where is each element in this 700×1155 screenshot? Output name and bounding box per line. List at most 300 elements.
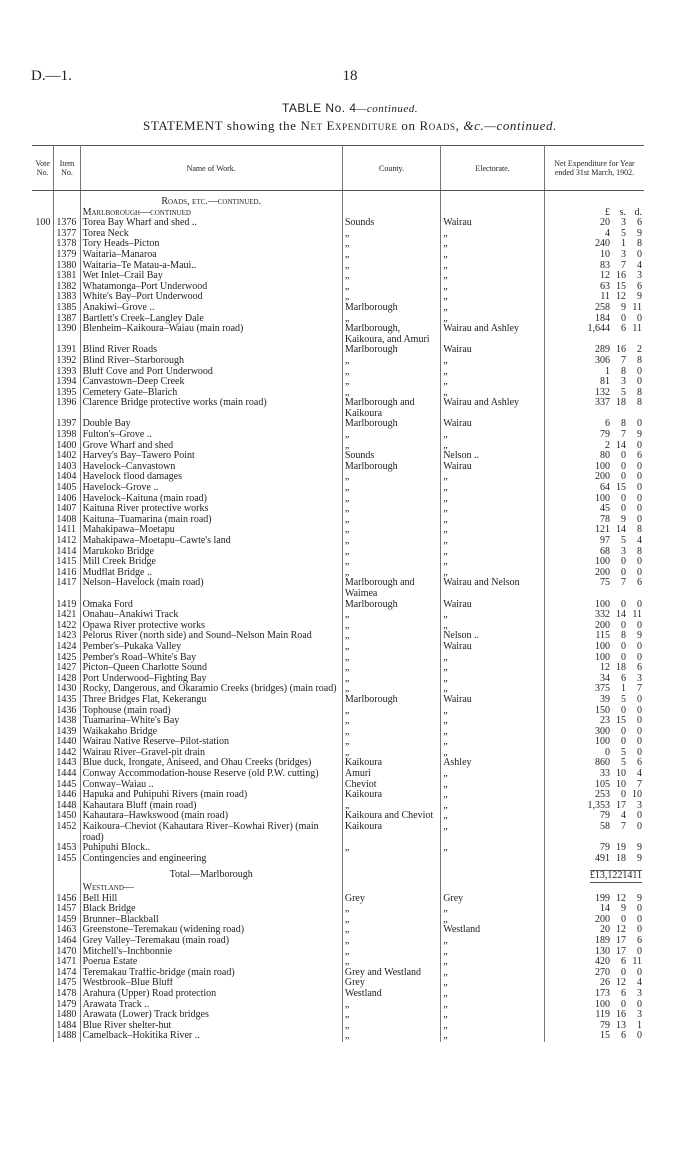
amount-shillings: 17 — [616, 935, 626, 946]
electorate-cell: „ — [441, 780, 545, 791]
work-name: Pelorus River (north side) and Sound–Nelson Main Road — [80, 631, 342, 642]
amount-shillings: 0 — [621, 914, 626, 925]
amount-cell — [545, 451, 645, 462]
table-row — [32, 345, 644, 356]
table-row — [32, 303, 644, 314]
electorate-cell: Wairau — [441, 462, 545, 473]
empty-cell — [441, 870, 545, 883]
vote-cell — [32, 631, 54, 642]
amount-shillings: 8 — [621, 366, 626, 377]
amount-pence: 0 — [637, 249, 642, 260]
vote-cell — [32, 1031, 54, 1042]
amount-pence: 0 — [637, 567, 642, 578]
electorate-cell: Wairau — [441, 600, 545, 611]
amount-pence: 0 — [637, 461, 642, 472]
amount-pounds: 78 — [600, 514, 610, 525]
table-row — [32, 780, 644, 791]
amount-pence: 0 — [637, 925, 642, 936]
amount-shillings: 3 — [621, 546, 626, 557]
county-cell: „ — [342, 748, 440, 759]
amount-grid — [576, 621, 642, 632]
amount-pounds: 80 — [600, 451, 610, 462]
amount-cell — [545, 525, 645, 536]
empty-cell — [545, 197, 645, 208]
work-name: Kahautara Bluff (main road) — [80, 801, 342, 812]
amount-pounds: 105 — [595, 779, 610, 790]
amount-cell — [545, 653, 645, 664]
amount-cell — [545, 989, 645, 1000]
vote-cell — [32, 419, 54, 430]
amount-cell — [545, 239, 645, 250]
amount-pence: 7 — [637, 684, 642, 695]
empty-cell — [32, 208, 54, 219]
amount-shillings: 0 — [621, 472, 626, 483]
item-number: 1423 — [54, 631, 80, 642]
county-cell: „ — [342, 271, 440, 282]
amount-cell — [545, 208, 645, 219]
table-row — [32, 1021, 644, 1032]
vote-cell — [32, 695, 54, 706]
amount-cell — [545, 663, 645, 674]
amount-shillings: 6 — [621, 988, 626, 999]
empty-cell — [54, 197, 80, 208]
county-cell: „ — [342, 430, 440, 441]
amount-pence: 11 — [632, 324, 642, 335]
item-number: 1395 — [54, 388, 80, 399]
electorate-cell: Ashley — [441, 758, 545, 769]
work-name: Harvey's Bay–Tawero Point — [80, 451, 342, 462]
amount-cell — [545, 419, 645, 430]
amount-pounds: 115 — [595, 631, 610, 642]
work-name: Waikakaho Bridge — [80, 727, 342, 738]
table-row — [32, 790, 644, 801]
electorate-cell: „ — [441, 915, 545, 926]
vote-cell — [32, 758, 54, 769]
col-net-expenditure: Net Expenditure for Year ended 31st March, 1902. — [545, 146, 645, 191]
county-cell: „ — [342, 239, 440, 250]
item-number: 1403 — [54, 462, 80, 473]
electorate-cell: „ — [441, 904, 545, 915]
electorate-cell: „ — [441, 292, 545, 303]
county-cell: „ — [342, 536, 440, 547]
item-number: 1425 — [54, 653, 80, 664]
vote-cell — [32, 716, 54, 727]
amount-shillings: 6 — [621, 673, 626, 684]
amount-pounds: 79 — [600, 430, 610, 441]
work-name: Arawata Track .. — [80, 1000, 342, 1011]
county-cell: Marlborough, Kaikoura, and Amuri — [342, 324, 440, 345]
amount-grid — [576, 674, 642, 685]
amount-pounds: 63 — [600, 281, 610, 292]
amount-cell — [545, 441, 645, 452]
amount-cell — [545, 324, 645, 345]
electorate-cell: „ — [441, 441, 545, 452]
amount-pounds: 34 — [600, 673, 610, 684]
amount-grid — [576, 915, 642, 926]
amount-pounds: 289 — [595, 345, 610, 356]
amount-shillings: 0 — [621, 641, 626, 652]
amount-shillings: 0 — [621, 461, 626, 472]
vote-cell — [32, 780, 54, 791]
work-name: Tuamarina–White's Bay — [80, 716, 342, 727]
amount-cell — [545, 947, 645, 958]
vote-cell — [32, 367, 54, 378]
electorate-cell: „ — [441, 1010, 545, 1021]
work-name: Black Bridge — [80, 904, 342, 915]
amount-pounds: 375 — [595, 684, 610, 695]
amount-cell — [545, 801, 645, 812]
work-name: Blue duck, Irongate, Aniseed, and Ohau Creeks (bridges) — [80, 758, 342, 769]
table-row — [32, 1000, 644, 1011]
table-row — [32, 989, 644, 1000]
amount-grid — [576, 282, 642, 293]
amount-pounds: 64 — [600, 483, 610, 494]
amount-pence: 0 — [637, 822, 642, 833]
amount-shillings: 9 — [621, 514, 626, 525]
table-row — [32, 653, 644, 664]
amount-pence: 4 — [637, 978, 642, 989]
county-cell: „ — [342, 483, 440, 494]
item-number: 1380 — [54, 261, 80, 272]
amount-pence: 0 — [637, 514, 642, 525]
amount-pounds: 270 — [595, 967, 610, 978]
item-number: 1436 — [54, 706, 80, 717]
item-number: 1376 — [54, 218, 80, 229]
amount-grid — [576, 345, 642, 356]
vote-cell — [32, 229, 54, 240]
amount-grid — [576, 748, 642, 759]
item-number: 1442 — [54, 748, 80, 759]
amount-cell — [545, 843, 645, 854]
county-cell: „ — [342, 642, 440, 653]
vote-cell — [32, 377, 54, 388]
county-cell: „ — [342, 957, 440, 968]
vote-cell — [32, 388, 54, 399]
table-header-row — [32, 146, 644, 191]
work-name: Arawata (Lower) Track bridges — [80, 1010, 342, 1021]
county-cell: Marlborough — [342, 345, 440, 356]
amount-pence: 3 — [637, 673, 642, 684]
table-row — [32, 684, 644, 695]
amount-pence: 9 — [637, 228, 642, 239]
county-cell: Kaikoura — [342, 790, 440, 801]
county-cell: „ — [342, 1021, 440, 1032]
amount-pounds: 23 — [600, 716, 610, 727]
amount-pence: 0 — [637, 419, 642, 430]
vote-cell — [32, 989, 54, 1000]
table-row — [32, 504, 644, 515]
work-name: Kaituna–Tuamarina (main road) — [80, 515, 342, 526]
empty-cell — [441, 208, 545, 219]
item-number: 1448 — [54, 801, 80, 812]
electorate-cell: „ — [441, 239, 545, 250]
amount-cell — [545, 367, 645, 378]
item-number: 1408 — [54, 515, 80, 526]
item-number: 1377 — [54, 229, 80, 240]
table-row — [32, 472, 644, 483]
electorate-cell: „ — [441, 356, 545, 367]
electorate-cell: „ — [441, 472, 545, 483]
amount-shillings: 0 — [621, 652, 626, 663]
county-cell: „ — [342, 610, 440, 621]
table-row — [32, 843, 644, 854]
empty-cell — [54, 870, 80, 883]
work-name: Conway Accommodation-house Reserve (old P.W. cutting) — [80, 769, 342, 780]
amount-grid — [576, 430, 642, 441]
item-number: 1393 — [54, 367, 80, 378]
amount-pounds: £ — [605, 207, 610, 218]
table-row — [32, 811, 644, 822]
county-cell: „ — [342, 1031, 440, 1042]
amount-shillings: s. — [619, 207, 626, 218]
vote-cell — [32, 642, 54, 653]
amount-grid — [576, 978, 642, 989]
region-row — [32, 208, 644, 219]
amount-cell — [545, 748, 645, 759]
amount-shillings: 9 — [621, 904, 626, 915]
table-row — [32, 239, 644, 250]
vote-cell — [32, 462, 54, 473]
amount-pence: 11 — [632, 870, 642, 882]
item-number: 1404 — [54, 472, 80, 483]
county-cell: „ — [342, 843, 440, 854]
amount-grid — [576, 261, 642, 272]
electorate-cell: „ — [441, 790, 545, 801]
amount-grid — [576, 716, 642, 727]
amount-shillings: 0 — [621, 620, 626, 631]
amount-grid — [576, 758, 642, 769]
vote-cell — [32, 568, 54, 579]
electorate-cell: „ — [441, 367, 545, 378]
electorate-cell: „ — [441, 271, 545, 282]
county-cell: „ — [342, 547, 440, 558]
amount-shillings: 6 — [621, 324, 626, 335]
county-cell: „ — [342, 314, 440, 325]
amount-pounds: 79 — [600, 843, 610, 854]
empty-cell — [441, 197, 545, 208]
item-number: 1438 — [54, 716, 80, 727]
amount-shillings: 1 — [621, 684, 626, 695]
amount-grid — [576, 1031, 642, 1042]
electorate-cell: Nelson .. — [441, 631, 545, 642]
electorate-cell: „ — [441, 547, 545, 558]
table-row — [32, 894, 644, 905]
amount-pounds: 199 — [595, 893, 610, 904]
amount-grid — [576, 843, 642, 854]
amount-pounds: 100 — [595, 461, 610, 472]
work-name: Grove Wharf and shed — [80, 441, 342, 452]
work-name: Mill Creek Bridge — [80, 557, 342, 568]
item-number: 1443 — [54, 758, 80, 769]
electorate-cell: „ — [441, 957, 545, 968]
amount-pounds: 58 — [600, 822, 610, 833]
empty-cell — [342, 208, 440, 219]
amount-cell — [545, 674, 645, 685]
amount-pence: 9 — [637, 292, 642, 303]
electorate-cell: „ — [441, 706, 545, 717]
table-row — [32, 968, 644, 979]
region-heading: Westland— — [80, 883, 342, 894]
vote-cell — [32, 525, 54, 536]
county-cell: Marlborough — [342, 695, 440, 706]
amount-grid — [576, 790, 642, 801]
amount-cell — [545, 936, 645, 947]
amount-pence: 3 — [637, 1010, 642, 1021]
vote-cell — [32, 292, 54, 303]
table-row — [32, 610, 644, 621]
vote-cell — [32, 557, 54, 568]
amount-shillings: 16 — [616, 345, 626, 356]
county-cell: Marlborough and Kaikoura — [342, 398, 440, 419]
amount-pounds: 20 — [600, 218, 610, 229]
table-row — [32, 1031, 644, 1042]
amount-pounds: 39 — [600, 694, 610, 705]
amount-shillings: 15 — [616, 483, 626, 494]
table-row — [32, 430, 644, 441]
item-number: 1463 — [54, 925, 80, 936]
item-number: 1381 — [54, 271, 80, 282]
amount-pounds: 10 — [600, 249, 610, 260]
electorate-cell: „ — [441, 377, 545, 388]
amount-pounds: 2 — [605, 440, 610, 451]
empty-cell — [545, 883, 645, 894]
amount-cell — [545, 822, 645, 843]
table-row — [32, 525, 644, 536]
vote-cell — [32, 843, 54, 854]
amount-shillings: 0 — [621, 557, 626, 568]
county-cell: „ — [342, 727, 440, 738]
amount-grid — [576, 854, 642, 865]
table-row — [32, 419, 644, 430]
work-name: Waitaria–Manaroa — [80, 250, 342, 261]
item-number: 1440 — [54, 737, 80, 748]
vote-cell — [32, 727, 54, 738]
amount-shillings: 8 — [621, 419, 626, 430]
county-cell: „ — [342, 621, 440, 632]
work-name: White's Bay–Port Underwood — [80, 292, 342, 303]
amount-shillings: 0 — [621, 967, 626, 978]
section-heading-row — [32, 197, 644, 208]
county-cell: „ — [342, 904, 440, 915]
work-name: Kaikoura–Cheviot (Kahautara River–Kowhai River) (main road) — [80, 822, 342, 843]
amount-grid — [576, 727, 642, 738]
amount-pence: 0 — [637, 904, 642, 915]
county-cell: „ — [342, 504, 440, 515]
item-number: 1452 — [54, 822, 80, 843]
item-number: 1378 — [54, 239, 80, 250]
amount-pence: 4 — [637, 536, 642, 546]
amount-cell — [545, 218, 645, 229]
work-name: Wairau River–Gravel-pit drain — [80, 748, 342, 759]
amount-pence: 8 — [637, 239, 642, 250]
electorate-cell: Wairau — [441, 642, 545, 653]
item-number: 1444 — [54, 769, 80, 780]
work-name: Blue River shelter-hut — [80, 1021, 342, 1032]
empty-cell — [32, 197, 54, 208]
amount-grid — [576, 218, 642, 229]
work-name: Hapuka and Puhipuhi Rivers (main road) — [80, 790, 342, 801]
item-number: 1435 — [54, 695, 80, 706]
table-row — [32, 978, 644, 989]
amount-grid — [576, 494, 642, 505]
electorate-cell: „ — [441, 568, 545, 579]
amount-pence: 0 — [637, 726, 642, 737]
amount-pounds: 4 — [605, 228, 610, 239]
amount-pounds: 306 — [595, 355, 610, 366]
county-cell: Marlborough — [342, 419, 440, 430]
county-cell: „ — [342, 515, 440, 526]
vote-cell — [32, 430, 54, 441]
item-number: 1484 — [54, 1021, 80, 1032]
amount-cell — [545, 870, 645, 883]
vote-cell — [32, 854, 54, 865]
amount-shillings: 15 — [616, 281, 626, 292]
amount-cell — [545, 780, 645, 791]
amount-shillings: 0 — [621, 567, 626, 578]
work-name: Havelock flood damages — [80, 472, 342, 483]
county-cell: „ — [342, 925, 440, 936]
amount-grid — [576, 653, 642, 664]
vote-cell: 100 — [32, 218, 54, 229]
amount-pence: 0 — [637, 493, 642, 504]
vote-cell — [32, 790, 54, 801]
amount-pounds: 189 — [595, 935, 610, 946]
work-name: Blenheim–Kaikoura–Waiau (main road) — [80, 324, 342, 345]
amount-grid — [576, 578, 642, 589]
amount-grid — [590, 870, 642, 883]
amount-pence: d. — [634, 207, 642, 218]
county-cell: „ — [342, 525, 440, 536]
amount-pence: 0 — [637, 366, 642, 377]
page-number: 18 — [342, 68, 358, 84]
table-row — [32, 462, 644, 473]
amount-shillings: 6 — [621, 1031, 626, 1042]
amount-grid — [576, 894, 642, 905]
electorate-cell: „ — [441, 716, 545, 727]
amount-pence: 9 — [637, 893, 642, 904]
item-number: 1398 — [54, 430, 80, 441]
amount-pounds: 258 — [595, 302, 610, 313]
amount-pounds: 15 — [600, 1031, 610, 1042]
amount-grid — [576, 600, 642, 611]
amount-pence: 0 — [637, 377, 642, 388]
amount-pence: 0 — [637, 504, 642, 515]
work-name: Cemetery Gate–Blarich — [80, 388, 342, 399]
amount-pence: 9 — [637, 430, 642, 441]
item-number: 1407 — [54, 504, 80, 515]
item-number: 1488 — [54, 1031, 80, 1042]
statement-title: STATEMENT showing the Net Expenditure on Roads, &c.—continued. — [143, 118, 557, 133]
item-number: 1427 — [54, 663, 80, 674]
amount-pounds: 100 — [595, 641, 610, 652]
amount-cell — [545, 515, 645, 526]
amount-grid — [576, 536, 642, 547]
amount-pounds: 240 — [595, 239, 610, 250]
work-name: Brunner–Blackball — [80, 915, 342, 926]
table-row — [32, 904, 644, 915]
amount-pounds: 130 — [595, 946, 610, 957]
work-name: Whatamonga–Port Underwood — [80, 282, 342, 293]
amount-grid — [576, 947, 642, 958]
amount-shillings: 6 — [621, 957, 626, 968]
amount-shillings: 5 — [621, 387, 626, 398]
amount-cell — [545, 915, 645, 926]
table-row — [32, 695, 644, 706]
electorate-cell: Wairau — [441, 345, 545, 356]
amount-grid — [576, 801, 642, 812]
vote-cell — [32, 239, 54, 250]
work-name: Clarence Bridge protective works (main road) — [80, 398, 342, 419]
